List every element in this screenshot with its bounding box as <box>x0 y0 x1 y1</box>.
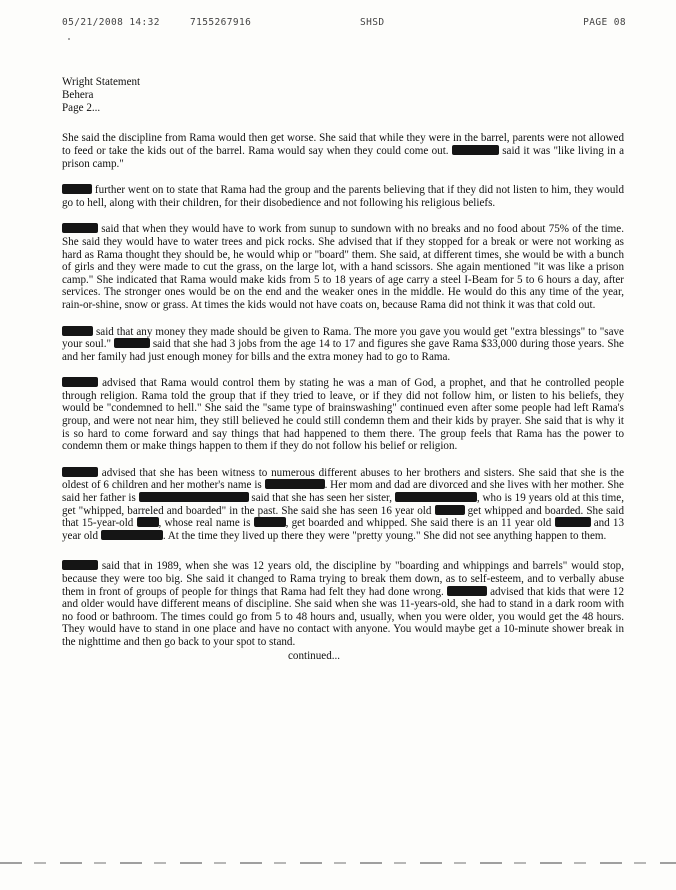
fax-page-number: PAGE 08 <box>583 17 626 28</box>
redaction-block <box>452 145 499 155</box>
redaction-block <box>114 338 150 348</box>
paragraph-family-abuse: advised that she has been witness to numerous different abuses to her brothers and sisters. She said that she is the oldest of 6 children and her mother's name is . Her mom and dad are divorced and she lives with her mother. She said her father is said that she has seen her sister, , who is 19 years old at this time, get "whipped, barreled and boarded" in the past. She said she has seen 16 year old get whipped and boarded. She said that 15-year-old , whose real name is , get boarded and whipped. She said there is an 11 year old and 13 year old . At the time they lived up there they were "pretty young." She did not see anything happen to them. <box>62 466 625 542</box>
paragraph-discipline-change: said that in 1989, when she was 12 years old, the discipline by "boarding and whippings and barrels" would stop, because they were too big. She said it changed to Rama trying to break them down, as to self-esteem, and to verbally abuse them in front of groups of people for things that Rama had felt they had done wrong. advised that kids that were 12 and older would have different means of discipline. She said when she was 11-years-old, she had to stand in a dark room with no food or bathroom. The times could go from 5 to 48 hours and, usually, when you were older, you would get the 48 hours. They would have to stand in one place and have no contact with anyone. You would maybe get a 10-minute shower break in the nighttime and then go back to your spot to stand. <box>62 560 624 648</box>
paragraph-labor: said that when they would have to work from sunup to sundown with no breaks and no food about 75% of the time. She said they would have to water trees and pick rocks. She advised that if they stopped for a break or were not working as hard as Rama thought they should be, he would whip or "board" them. She said, at different times, she would be with a bunch of girls and they were made to cut the grass, on the large lot, with a hand scissors. She again mentioned "it was like a prison camp." She indicated that Rama would make kids from 5 to 18 years of age carry a steel I-Beam for 5 to 6 hours a day, after services. The stronger ones would be on the end and the weaker ones in the middle. He would do this any time of the year, rain-or-shine, snow or grass. At times the kids would not have coats on, because Rama did not think it was that cold out. <box>62 223 624 311</box>
redaction-block <box>254 517 286 527</box>
fax-header <box>62 17 626 33</box>
paragraph-religious-control: advised that Rama would control them by stating he was a man of God, a prophet, and that he controlled people through religion. Rama told the group that if they tried to leave, or if they did not follow him, or listen to his beliefs, they would be "condemned to hell." She said the "same type of brainswashing" continued even after some people had left Rama's group, and were not near him, they still believed he could still condemn them and their kids by prayer. She said that is why it is so hard to come forward and say things that had happened to them there. The group feels that Rama has the power to condemn them or make things happen to them if they do not follow his belief or religion. <box>62 377 624 453</box>
redaction-block <box>435 505 465 515</box>
redaction-block <box>62 377 98 387</box>
fax-station-id: SHSD <box>360 17 385 28</box>
document-title: Wright Statement <box>62 76 141 88</box>
redaction-block <box>555 517 591 527</box>
redaction-block <box>101 530 163 540</box>
document-body <box>62 76 624 662</box>
redaction-block <box>62 326 93 336</box>
redaction-block <box>139 492 249 502</box>
redaction-block <box>62 467 98 477</box>
document-subject: Behera <box>62 88 94 101</box>
continued-label: continued... <box>288 649 341 662</box>
document-title-block <box>62 76 624 114</box>
fax-datetime: 05/21/2008 14:32 <box>62 17 160 28</box>
redaction-block <box>265 479 325 489</box>
paragraph-money: said that any money they made should be given to Rama. The more you gave you would get "extra blessings" to "save your soul." said that she had 3 jobs from the age 14 to 17 and figures she gave Rama $33,000 during those years. She and her family had just enough money for bills and the extra money had to go to Rama. <box>62 325 624 363</box>
paragraph-hell-belief: further went on to state that Rama had the group and the parents believing that if they did not listen to him, they would go to hell, along with their children, for their disobedience and not following his religious beliefs. <box>62 184 624 209</box>
scan-speck <box>68 38 70 40</box>
redaction-block <box>62 184 92 194</box>
redaction-block <box>62 223 98 233</box>
paragraph-prison-camp: She said the discipline from Rama would then get worse. She said that while they were in the barrel, parents were not allowed to feed or take the kids out of the barrel. Rama would say when they could come out. said it was "like living in a prison camp." <box>62 132 624 170</box>
redaction-block <box>447 586 487 596</box>
redaction-block <box>137 517 159 527</box>
fax-phone-number: 7155267916 <box>190 17 252 28</box>
document-page-label: Page 2... <box>62 101 101 114</box>
redaction-block <box>395 492 477 502</box>
scan-bottom-rule <box>0 862 676 864</box>
redaction-block <box>62 560 98 570</box>
